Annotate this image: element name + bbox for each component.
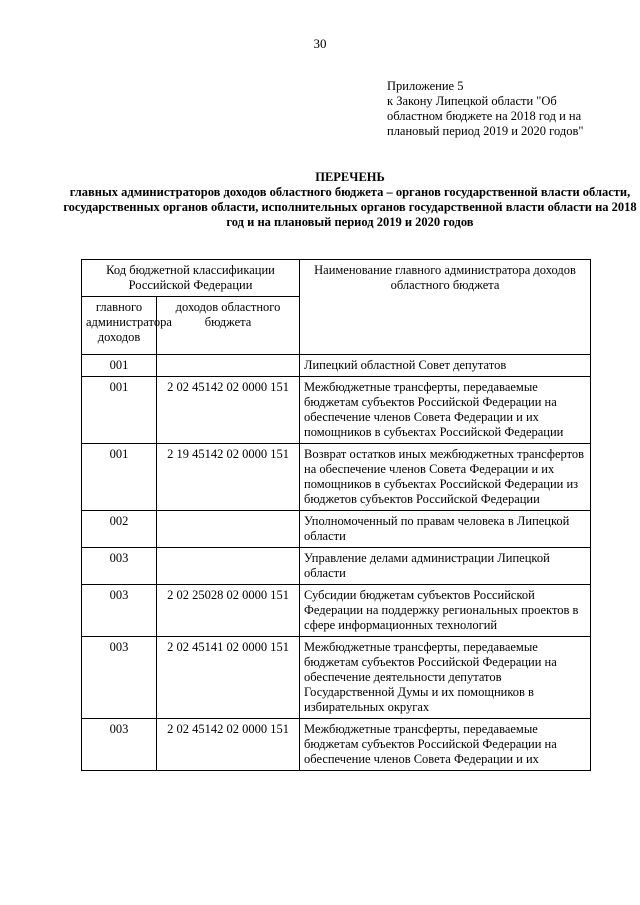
administrator-name-cell: Субсидии бюджетам субъектов Российской Федерации на поддержку региональных проектов в сфере информационных технологий — [300, 585, 591, 637]
table-row — [82, 355, 591, 377]
table-body — [82, 355, 591, 771]
table-row — [82, 585, 591, 637]
administrator-name-cell: Межбюджетные трансферты, передаваемые бюджетам субъектов Российской Федерации на обеспечение членов Совета Федерации и их помощников в субъектах Российской Федерации — [300, 377, 591, 444]
table-row — [82, 719, 591, 771]
header-revenue-code: доходов областного бюджета — [157, 297, 300, 355]
administrators-table — [81, 259, 591, 771]
table-row — [82, 377, 591, 444]
admin-code-cell: 003 — [82, 548, 157, 585]
administrator-name-cell: Межбюджетные трансферты, передаваемые бюджетам субъектов Российской Федерации на обеспечение деятельности депутатов Государственной Думы и их помощников в избирательных округах — [300, 637, 591, 719]
table-row — [82, 548, 591, 585]
admin-code-cell: 001 — [82, 355, 157, 377]
administrator-name-cell: Уполномоченный по правам человека в Липецкой области — [300, 511, 591, 548]
header-code-classification: Код бюджетной классификации Российской Федерации — [82, 260, 300, 297]
table-row — [82, 637, 591, 719]
administrator-name-cell: Межбюджетные трансферты, передаваемые бюджетам субъектов Российской Федерации на обеспечение членов Совета Федерации и их — [300, 719, 591, 771]
appendix-line: плановый период 2019 и 2020 годов" — [387, 124, 584, 138]
document-title — [60, 170, 640, 230]
administrator-name-cell: Управление делами администрации Липецкой области — [300, 548, 591, 585]
admin-code-cell: 003 — [82, 637, 157, 719]
admin-code-cell: 001 — [82, 444, 157, 511]
admin-code-cell: 003 — [82, 719, 157, 771]
appendix-line: к Закону Липецкой области "Об — [387, 94, 557, 108]
header-main-administrator: главного администратора доходов — [82, 297, 157, 355]
title-heading: ПЕРЕЧЕНЬ — [315, 170, 385, 184]
appendix-line: областном бюджете на 2018 год и на — [387, 109, 582, 123]
title-subheading: главных администраторов доходов областного бюджета – органов государственной власти области, государственных органов области, исполнительных органов государственной власти области на 2018 год и на плановый период 2019 и 2020 годов — [63, 185, 637, 229]
table-row — [82, 444, 591, 511]
revenue-code-cell: 2 02 45142 02 0000 151 — [157, 719, 300, 771]
revenue-code-cell: 2 19 45142 02 0000 151 — [157, 444, 300, 511]
admin-code-cell: 003 — [82, 585, 157, 637]
admin-code-cell: 002 — [82, 511, 157, 548]
header-administrator-name: Наименование главного администратора доходов областного бюджета — [300, 260, 591, 355]
revenue-code-cell: 2 02 45141 02 0000 151 — [157, 637, 300, 719]
administrator-name-cell: Возврат остатков иных межбюджетных трансфертов на обеспечение членов Совета Федерации и их помощников в субъектах Российской Федерации из бюджетов субъектов Российской Федерации — [300, 444, 591, 511]
revenue-code-cell — [157, 511, 300, 548]
revenue-code-cell: 2 02 45142 02 0000 151 — [157, 377, 300, 444]
revenue-code-cell: 2 02 25028 02 0000 151 — [157, 585, 300, 637]
table-row — [82, 511, 591, 548]
administrator-name-cell: Липецкий областной Совет депутатов — [300, 355, 591, 377]
page-number: 30 — [313, 36, 327, 51]
revenue-code-cell — [157, 548, 300, 585]
appendix-line: Приложение 5 — [387, 79, 464, 93]
appendix-note — [387, 79, 627, 139]
admin-code-cell: 001 — [82, 377, 157, 444]
revenue-code-cell — [157, 355, 300, 377]
